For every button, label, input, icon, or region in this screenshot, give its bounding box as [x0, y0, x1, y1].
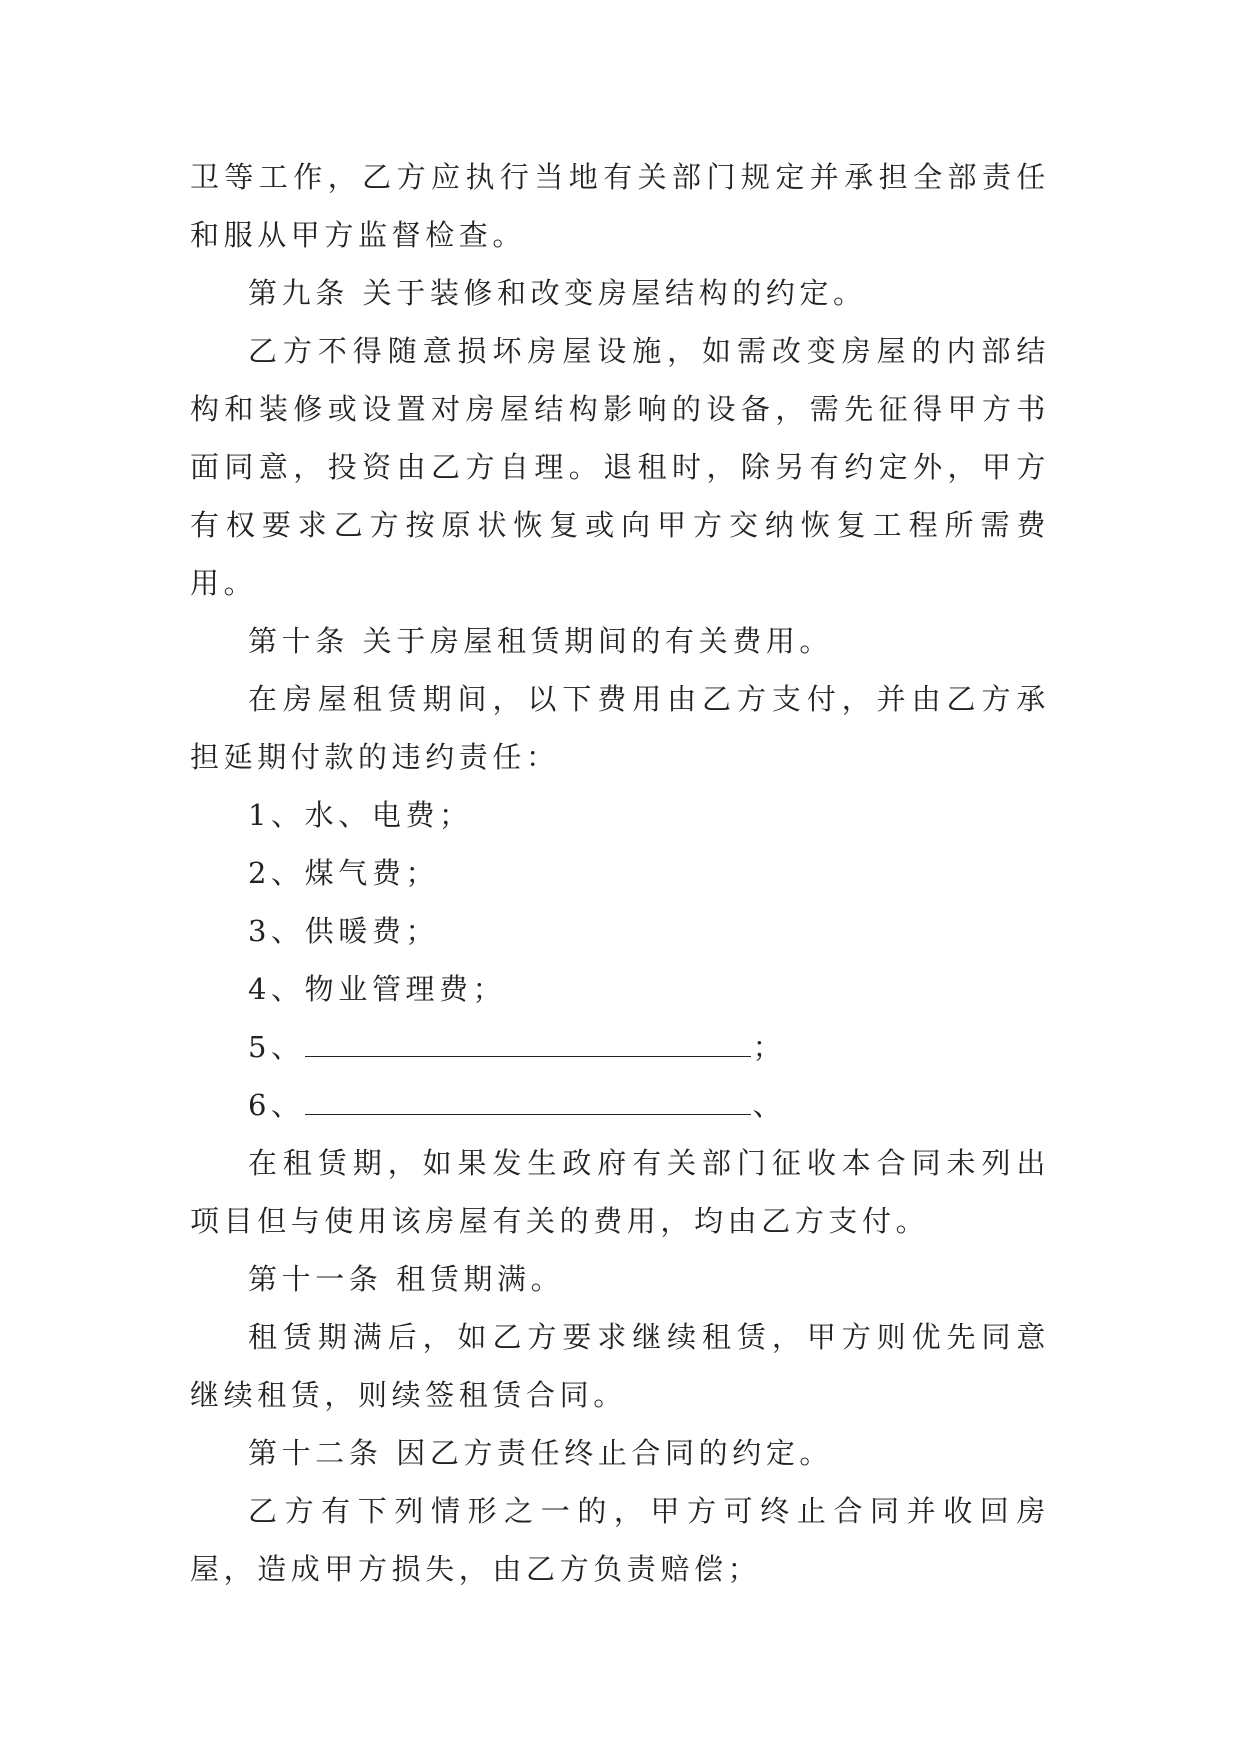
fee-item-5-prefix: 5、 [248, 1030, 305, 1064]
document-page [190, 148, 1050, 1598]
fee-item-6-suffix: 、 [752, 1088, 787, 1122]
fee-item-5-suffix: ； [752, 1030, 787, 1064]
fee-item-6-blank-line [305, 1090, 751, 1115]
clause-11-body: 租赁期满后，如乙方要求继续租赁，甲方则优先同意继续租赁，则续签租赁合同。 [190, 1320, 1050, 1412]
fee-item-6 [190, 1076, 1050, 1134]
clause-12-heading: 第十二条 因乙方责任终止合同的约定。 [248, 1436, 834, 1470]
fee-item-2: 2、煤气费； [248, 856, 440, 890]
clause-10-heading: 第十条 关于房屋租赁期间的有关费用。 [248, 624, 834, 658]
clause-12-body: 乙方有下列情形之一的，甲方可终止合同并收回房屋，造成甲方损失，由乙方负责赔偿； [190, 1494, 1050, 1586]
fee-item-5 [190, 1018, 1050, 1076]
fee-item-6-prefix: 6、 [248, 1088, 305, 1122]
fee-item-3: 3、供暖费； [248, 914, 440, 948]
fee-item-4: 4、物业管理费； [248, 972, 507, 1006]
paragraph-continuation: 卫等工作，乙方应执行当地有关部门规定并承担全部责任和服从甲方监督检查。 [190, 160, 1050, 252]
fee-item-1: 1、水、电费； [248, 798, 473, 832]
fee-item-5-blank-line [305, 1032, 751, 1057]
other-fees-paragraph: 在租赁期，如果发生政府有关部门征收本合同未列出项目但与使用该房屋有关的费用，均由乙方支付。 [190, 1146, 1050, 1238]
clause-10-body: 在房屋租赁期间，以下费用由乙方支付，并由乙方承担延期付款的违约责任： [190, 682, 1050, 774]
clause-9-body: 乙方不得随意损坏房屋设施，如需改变房屋的内部结构和装修或设置对房屋结构影响的设备，需先征得甲方书面同意，投资由乙方自理。退租时，除另有约定外，甲方有权要求乙方按原状恢复或向甲方交纳恢复工程所需费用。 [190, 334, 1050, 600]
clause-11-heading: 第十一条 租赁期满。 [248, 1262, 565, 1296]
clause-9-heading: 第九条 关于装修和改变房屋结构的约定。 [248, 276, 867, 310]
